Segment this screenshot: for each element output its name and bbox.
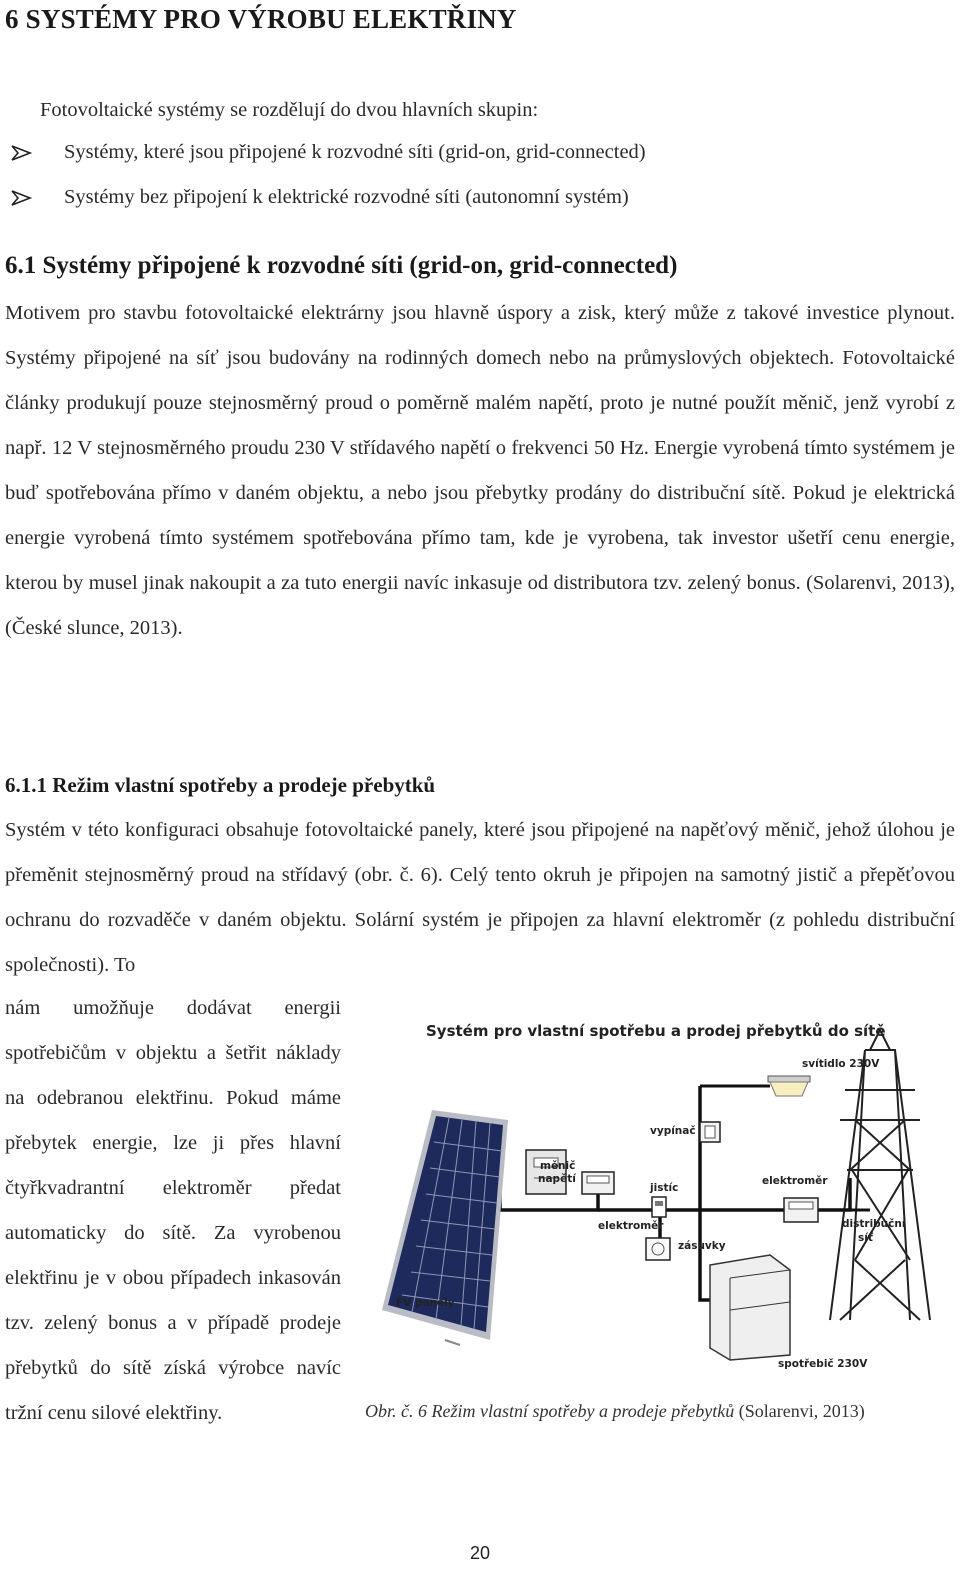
body-paragraph: Systém v této konfiguraci obsahuje fotovoltaické panely, které jsou připojené na napěťový měnič, jehož úlohou je přeměnit stejnosměrný proud na střídavý (obr. č. 6). Celý tento okruh je připojen na samotný jistič a přepěťovou ochranu do rozvaděče v daném objektu. Solární systém je připojen za hlavní elektroměr (z pohledu distribuční společnosti). To bbox=[5, 819, 955, 976]
arrow-bullet-icon bbox=[10, 144, 34, 162]
label-appliance: spotřebič 230V bbox=[778, 1358, 868, 1370]
switch-icon bbox=[700, 1122, 720, 1142]
body-paragraph: Motivem pro stavbu fotovoltaické elektrárny jsou hlavně úspory a zisk, který může z takové investice plynout. Systémy připojené na síť jsou budovány na rodinných domech nebo na průmyslových objektech. Fotovoltaické články produkují pouze stejnosměrný proud o poměrně malém napětí, proto je nutné použít měnič, jenž vyrobí z např. 12 V stejnosměrného proudu 230 V střídavého napětí o frekvenci 50 Hz. Energie vyrobená tímto systémem je buď spotřebována přímo v daném objektu, a nebo jsou přebytky prodány do distribuční sítě. Pokud je elektrická energie vyrobená tímto systémem spotřebována přímo tam, kde je vyrobena, tak investor ušetří cenu energie, kterou by musel jinak nakoupit a za tuto energii navíc inkasuje od distributora tzv. zelený bonus. (Solarenvi, 2013), (České slunce, 2013). bbox=[5, 302, 955, 639]
socket-icon bbox=[646, 1238, 670, 1260]
bullet-list bbox=[10, 130, 646, 220]
solar-panel-icon bbox=[382, 1110, 508, 1345]
power-pylon-icon bbox=[830, 1030, 930, 1320]
section-heading: 6.1 Systémy připojené k rozvodné síti (grid-on, grid-connected) bbox=[5, 252, 678, 279]
lamp-icon bbox=[700, 1076, 810, 1096]
body-paragraph-narrow: nám umožňuje dodávat energii spotřebičům v objektu a šetřit náklady na odebranou elektřinu. Pokud máme přebytek energie, lze ji přes hlavní čtyřkvadrantní elektroměr předat automaticky do sítě. Za vyrobenou elektřinu je v obou případech inkasován tzv. zelený bonus a v případě prodeje přebytků do sítě získá výrobce navíc tržní cenu silové elektřiny. bbox=[5, 997, 341, 1424]
chapter-heading: 6 SYSTÉMY PRO VÝROBU ELEKTŘINY bbox=[5, 4, 517, 34]
caption-italic: Obr. č. 6 Režim vlastní spotřeby a prodeje přebytků bbox=[365, 1401, 735, 1421]
label-meter-1: elektroměr bbox=[598, 1220, 664, 1232]
label-switch: vypínač bbox=[650, 1125, 696, 1137]
meter-icon bbox=[582, 1172, 614, 1194]
label-lamp: svítidlo 230V bbox=[802, 1058, 880, 1070]
intro-text: Fotovoltaické systémy se rozdělují do dvou hlavních skupin: bbox=[40, 99, 539, 121]
label-pv-panels: FV panely bbox=[396, 1297, 455, 1309]
inverter-icon bbox=[526, 1150, 566, 1194]
list-item bbox=[10, 175, 646, 220]
system-diagram bbox=[350, 1010, 950, 1385]
label-grid-2: síť bbox=[858, 1232, 873, 1244]
page-number: 20 bbox=[470, 1543, 491, 1563]
caption-source: (Solarenvi, 2013) bbox=[734, 1401, 865, 1421]
label-meter-2: elektroměr bbox=[762, 1175, 828, 1187]
label-sockets: zásuvky bbox=[678, 1240, 726, 1252]
diagram-title: Systém pro vlastní spotřebu a prodej přebytků do sítě bbox=[426, 1022, 886, 1040]
list-item bbox=[10, 130, 646, 175]
bullet-text: Systémy bez připojení k elektrické rozvodné síti (autonomní systém) bbox=[64, 186, 629, 208]
bullet-text: Systémy, které jsou připojené k rozvodné síti (grid-on, grid-connected) bbox=[64, 141, 646, 163]
label-inverter-1: měnič bbox=[540, 1160, 576, 1172]
figure-caption bbox=[365, 1399, 925, 1424]
breaker-icon bbox=[652, 1197, 666, 1217]
arrow-bullet-icon bbox=[10, 189, 34, 207]
subsection-heading: 6.1.1 Režim vlastní spotřeby a prodeje přebytků bbox=[5, 773, 436, 797]
label-grid-1: distribuční bbox=[842, 1218, 906, 1230]
label-inverter-2: napětí bbox=[538, 1173, 576, 1185]
meter-icon bbox=[784, 1198, 818, 1222]
appliance-icon bbox=[710, 1255, 790, 1360]
label-breaker: jistíc bbox=[650, 1182, 679, 1194]
